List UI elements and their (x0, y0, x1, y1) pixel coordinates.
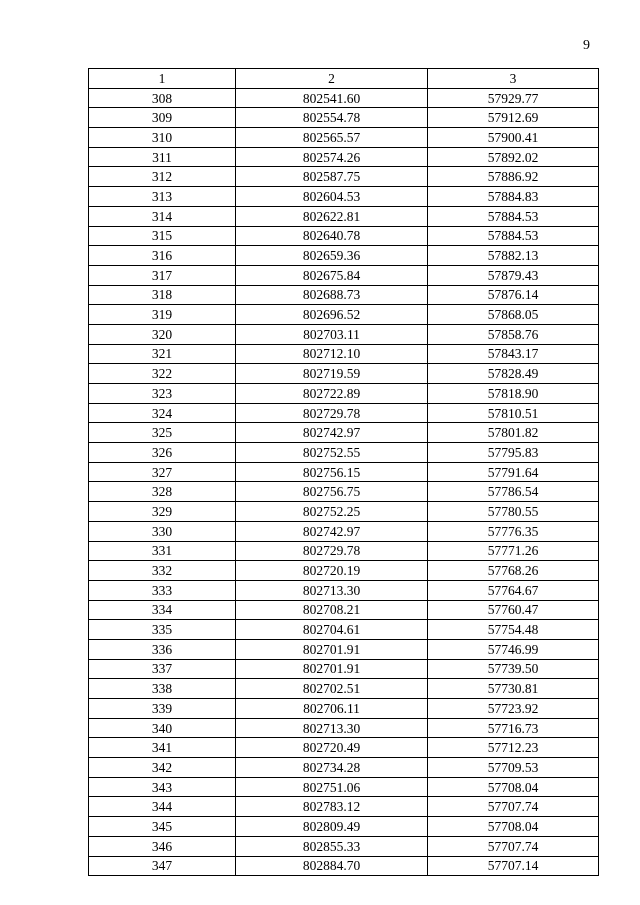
y-coordinate-cell: 57716.73 (428, 718, 599, 738)
x-coordinate-cell: 802720.49 (236, 738, 428, 758)
point-number-cell: 329 (89, 502, 236, 522)
y-coordinate-cell: 57884.53 (428, 226, 599, 246)
point-number-cell: 324 (89, 403, 236, 423)
table-row (89, 403, 599, 423)
y-coordinate-cell: 57764.67 (428, 580, 599, 600)
table-row (89, 836, 599, 856)
table-row (89, 324, 599, 344)
point-number-cell: 319 (89, 305, 236, 325)
table-row (89, 659, 599, 679)
x-coordinate-cell: 802604.53 (236, 187, 428, 207)
point-number-cell: 328 (89, 482, 236, 502)
table-row (89, 384, 599, 404)
x-coordinate-cell: 802688.73 (236, 285, 428, 305)
y-coordinate-cell: 57912.69 (428, 108, 599, 128)
point-number-cell: 335 (89, 620, 236, 640)
point-number-cell: 317 (89, 265, 236, 285)
table-row (89, 580, 599, 600)
x-coordinate-cell: 802587.75 (236, 167, 428, 187)
x-coordinate-cell: 802701.91 (236, 659, 428, 679)
y-coordinate-cell: 57828.49 (428, 364, 599, 384)
table-row (89, 344, 599, 364)
x-coordinate-cell: 802706.11 (236, 699, 428, 719)
table-row (89, 108, 599, 128)
point-number-cell: 345 (89, 817, 236, 837)
y-coordinate-cell: 57780.55 (428, 502, 599, 522)
header-row (89, 69, 599, 89)
table-row (89, 758, 599, 778)
table-row (89, 620, 599, 640)
point-number-cell: 313 (89, 187, 236, 207)
x-coordinate-cell: 802713.30 (236, 580, 428, 600)
point-number-cell: 339 (89, 699, 236, 719)
y-coordinate-cell: 57723.92 (428, 699, 599, 719)
table-row (89, 128, 599, 148)
x-coordinate-cell: 802722.89 (236, 384, 428, 404)
y-coordinate-cell: 57760.47 (428, 600, 599, 620)
x-coordinate-cell: 802696.52 (236, 305, 428, 325)
x-coordinate-cell: 802756.75 (236, 482, 428, 502)
point-number-cell: 338 (89, 679, 236, 699)
x-coordinate-cell: 802729.78 (236, 403, 428, 423)
point-number-cell: 327 (89, 462, 236, 482)
coordinates-table (88, 68, 599, 876)
x-coordinate-cell: 802752.55 (236, 443, 428, 463)
table-row (89, 561, 599, 581)
point-number-cell: 316 (89, 246, 236, 266)
y-coordinate-cell: 57892.02 (428, 147, 599, 167)
table-row (89, 423, 599, 443)
y-coordinate-cell: 57801.82 (428, 423, 599, 443)
table-row (89, 817, 599, 837)
point-number-cell: 309 (89, 108, 236, 128)
point-number-cell: 320 (89, 324, 236, 344)
x-coordinate-cell: 802712.10 (236, 344, 428, 364)
x-coordinate-cell: 802703.11 (236, 324, 428, 344)
page-number: 9 (583, 38, 590, 53)
y-coordinate-cell: 57818.90 (428, 384, 599, 404)
x-coordinate-cell: 802783.12 (236, 797, 428, 817)
point-number-cell: 325 (89, 423, 236, 443)
y-coordinate-cell: 57707.74 (428, 797, 599, 817)
table-row (89, 856, 599, 876)
y-coordinate-cell: 57708.04 (428, 817, 599, 837)
point-number-cell: 322 (89, 364, 236, 384)
x-coordinate-cell: 802756.15 (236, 462, 428, 482)
y-coordinate-cell: 57879.43 (428, 265, 599, 285)
x-coordinate-cell: 802855.33 (236, 836, 428, 856)
point-number-cell: 330 (89, 521, 236, 541)
point-number-cell: 314 (89, 206, 236, 226)
y-coordinate-cell: 57707.74 (428, 836, 599, 856)
y-coordinate-cell: 57739.50 (428, 659, 599, 679)
table-row (89, 246, 599, 266)
y-coordinate-cell: 57810.51 (428, 403, 599, 423)
y-coordinate-cell: 57886.92 (428, 167, 599, 187)
table-row (89, 226, 599, 246)
table-row (89, 699, 599, 719)
column-header-1: 1 (89, 69, 236, 89)
x-coordinate-cell: 802729.78 (236, 541, 428, 561)
x-coordinate-cell: 802702.51 (236, 679, 428, 699)
x-coordinate-cell: 802554.78 (236, 108, 428, 128)
point-number-cell: 337 (89, 659, 236, 679)
table-row (89, 482, 599, 502)
x-coordinate-cell: 802809.49 (236, 817, 428, 837)
y-coordinate-cell: 57929.77 (428, 88, 599, 108)
x-coordinate-cell: 802708.21 (236, 600, 428, 620)
table-row (89, 265, 599, 285)
x-coordinate-cell: 802675.84 (236, 265, 428, 285)
point-number-cell: 341 (89, 738, 236, 758)
x-coordinate-cell: 802704.61 (236, 620, 428, 640)
table-row (89, 285, 599, 305)
x-coordinate-cell: 802751.06 (236, 777, 428, 797)
y-coordinate-cell: 57712.23 (428, 738, 599, 758)
table-row (89, 305, 599, 325)
y-coordinate-cell: 57884.83 (428, 187, 599, 207)
y-coordinate-cell: 57791.64 (428, 462, 599, 482)
point-number-cell: 308 (89, 88, 236, 108)
table-row (89, 797, 599, 817)
x-coordinate-cell: 802719.59 (236, 364, 428, 384)
point-number-cell: 346 (89, 836, 236, 856)
point-number-cell: 311 (89, 147, 236, 167)
point-number-cell: 315 (89, 226, 236, 246)
column-header-2: 2 (236, 69, 428, 89)
x-coordinate-cell: 802574.26 (236, 147, 428, 167)
y-coordinate-cell: 57708.04 (428, 777, 599, 797)
y-coordinate-cell: 57795.83 (428, 443, 599, 463)
x-coordinate-cell: 802640.78 (236, 226, 428, 246)
x-coordinate-cell: 802713.30 (236, 718, 428, 738)
table-row (89, 679, 599, 699)
point-number-cell: 340 (89, 718, 236, 738)
point-number-cell: 323 (89, 384, 236, 404)
y-coordinate-cell: 57884.53 (428, 206, 599, 226)
table-header (89, 69, 599, 89)
point-number-cell: 312 (89, 167, 236, 187)
x-coordinate-cell: 802884.70 (236, 856, 428, 876)
point-number-cell: 336 (89, 639, 236, 659)
y-coordinate-cell: 57786.54 (428, 482, 599, 502)
point-number-cell: 321 (89, 344, 236, 364)
y-coordinate-cell: 57709.53 (428, 758, 599, 778)
x-coordinate-cell: 802622.81 (236, 206, 428, 226)
table-row (89, 600, 599, 620)
point-number-cell: 332 (89, 561, 236, 581)
x-coordinate-cell: 802734.28 (236, 758, 428, 778)
x-coordinate-cell: 802742.97 (236, 521, 428, 541)
y-coordinate-cell: 57858.76 (428, 324, 599, 344)
table-row (89, 364, 599, 384)
y-coordinate-cell: 57776.35 (428, 521, 599, 541)
y-coordinate-cell: 57746.99 (428, 639, 599, 659)
table-row (89, 88, 599, 108)
x-coordinate-cell: 802659.36 (236, 246, 428, 266)
point-number-cell: 326 (89, 443, 236, 463)
y-coordinate-cell: 57754.48 (428, 620, 599, 640)
y-coordinate-cell: 57900.41 (428, 128, 599, 148)
table-body (89, 88, 599, 876)
table-row (89, 777, 599, 797)
x-coordinate-cell: 802565.57 (236, 128, 428, 148)
column-header-3: 3 (428, 69, 599, 89)
y-coordinate-cell: 57882.13 (428, 246, 599, 266)
table-row (89, 502, 599, 522)
x-coordinate-cell: 802720.19 (236, 561, 428, 581)
y-coordinate-cell: 57868.05 (428, 305, 599, 325)
y-coordinate-cell: 57707.14 (428, 856, 599, 876)
y-coordinate-cell: 57771.26 (428, 541, 599, 561)
x-coordinate-cell: 802742.97 (236, 423, 428, 443)
y-coordinate-cell: 57730.81 (428, 679, 599, 699)
table-row (89, 718, 599, 738)
table-row (89, 206, 599, 226)
point-number-cell: 331 (89, 541, 236, 561)
table-row (89, 738, 599, 758)
point-number-cell: 333 (89, 580, 236, 600)
point-number-cell: 310 (89, 128, 236, 148)
table-row (89, 167, 599, 187)
point-number-cell: 342 (89, 758, 236, 778)
table-row (89, 462, 599, 482)
y-coordinate-cell: 57843.17 (428, 344, 599, 364)
x-coordinate-cell: 802752.25 (236, 502, 428, 522)
point-number-cell: 334 (89, 600, 236, 620)
point-number-cell: 344 (89, 797, 236, 817)
table-row (89, 443, 599, 463)
table-row (89, 521, 599, 541)
y-coordinate-cell: 57768.26 (428, 561, 599, 581)
point-number-cell: 343 (89, 777, 236, 797)
table-row (89, 147, 599, 167)
x-coordinate-cell: 802701.91 (236, 639, 428, 659)
table-row (89, 639, 599, 659)
point-number-cell: 347 (89, 856, 236, 876)
x-coordinate-cell: 802541.60 (236, 88, 428, 108)
y-coordinate-cell: 57876.14 (428, 285, 599, 305)
table-row (89, 187, 599, 207)
table-row (89, 541, 599, 561)
point-number-cell: 318 (89, 285, 236, 305)
